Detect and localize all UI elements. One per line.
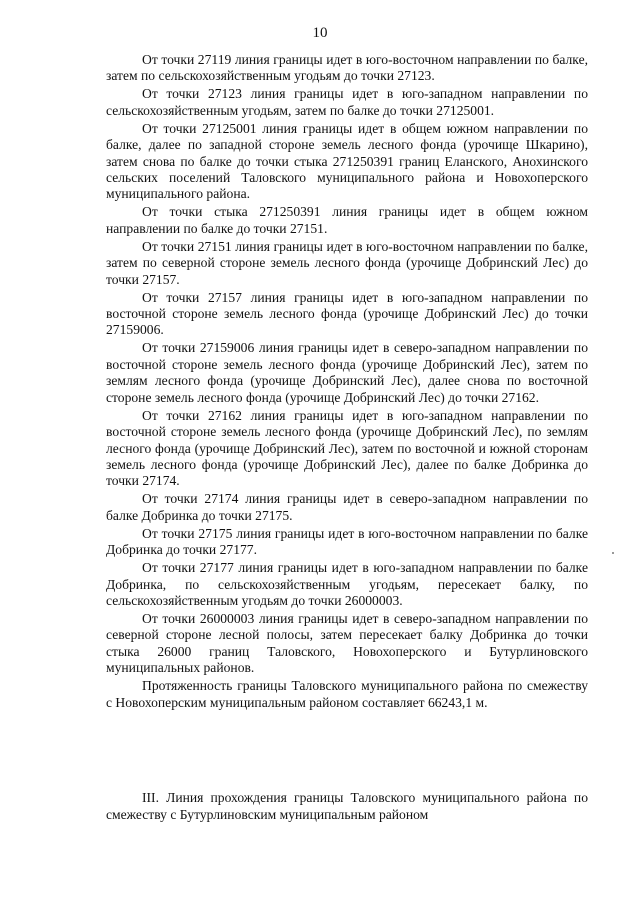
paragraph: От точки 26000003 линия границы идет в северо-западном направлении по северной стороне лесной полосы, затем пересекает балку Добринка до точки стыка 26000 границ Таловского, Новохоперского и Бутурлиновского муниципальных районов. [106, 610, 588, 676]
paragraph: От точки 27175 линия границы идет в юго-восточном направлении по балке Добринка до точки 27177. [106, 525, 588, 558]
scan-speck [612, 552, 614, 554]
paragraph: От точки 27157 линия границы идет в юго-западном направлении по восточной стороне земель лесного фонда (урочище Добринский Лес) до точки 27159006. [106, 289, 588, 338]
paragraph: От точки 27174 линия границы идет в северо-западном направлении по балке Добринка до точки 27175. [106, 491, 588, 523]
paragraph: От точки 27151 линия границы идет в юго-восточном направлении по балке, затем по северной стороне земель лесного фонда (урочище Добринский Лес) до точки 27157. [106, 238, 588, 287]
section-heading: III. Линия прохождения границы Таловского муниципального района по смежеству с Бутурлиновским муниципальным районом [106, 790, 588, 822]
paragraph: От точки 27123 линия границы идет в юго-западном направлении по сельскохозяйственным угодьям, затем по балке до точки 27125001. [106, 86, 588, 118]
paragraph: От точки 27162 линия границы идет в юго-западном направлении по восточной стороне земель лесного фонда (урочище Добринский Лес), по землям лесного фонда (урочище Добринский Лес), затем по восточной и южной сторонам земель лесного фонда (урочище Добринский Лес), далее по балке Добринка до точки 27174. [106, 407, 588, 489]
paragraph: От точки стыка 271250391 линия границы идет в общем южном направлении по балке до точки 27151. [106, 204, 588, 236]
page-number: 10 [312, 25, 328, 41]
paragraph: От точки 27119 линия границы идет в юго-восточном направлении по балке, затем по сельскохозяйственным угодьям до точки 27123. [106, 52, 588, 84]
document-body [106, 52, 588, 713]
length-summary-paragraph: Протяженность границы Таловского муниципального района по смежеству с Новохоперским муниципальным районом составляет 66243,1 м. [106, 678, 588, 710]
paragraph: От точки 27159006 линия границы идет в северо-западном направлении по восточной стороне земель лесного фонда (урочище Добринский Лес), затем по землям лесного фонда (урочище Добринский Лес), далее снова по восточной стороне земель лесного фонда (урочище Добринский Лес) до точки 27162. [106, 340, 588, 405]
paragraph: От точки 27177 линия границы идет в юго-западном направлении по балке Добринка, по сельскохозяйственным угодьям, пересекает балку, по сельскохозяйственным угодьям до точки 26000003. [106, 560, 588, 608]
paragraph: От точки 27125001 линия границы идет в общем южном направлении по балке, далее по западной стороне земель лесного фонда (урочище Шкарино), затем снова по балке до точки стыка 271250391 границ Еланского, Анохинского сельских поселений Таловского муниципального района и Новохоперского муниципального района. [106, 120, 588, 202]
